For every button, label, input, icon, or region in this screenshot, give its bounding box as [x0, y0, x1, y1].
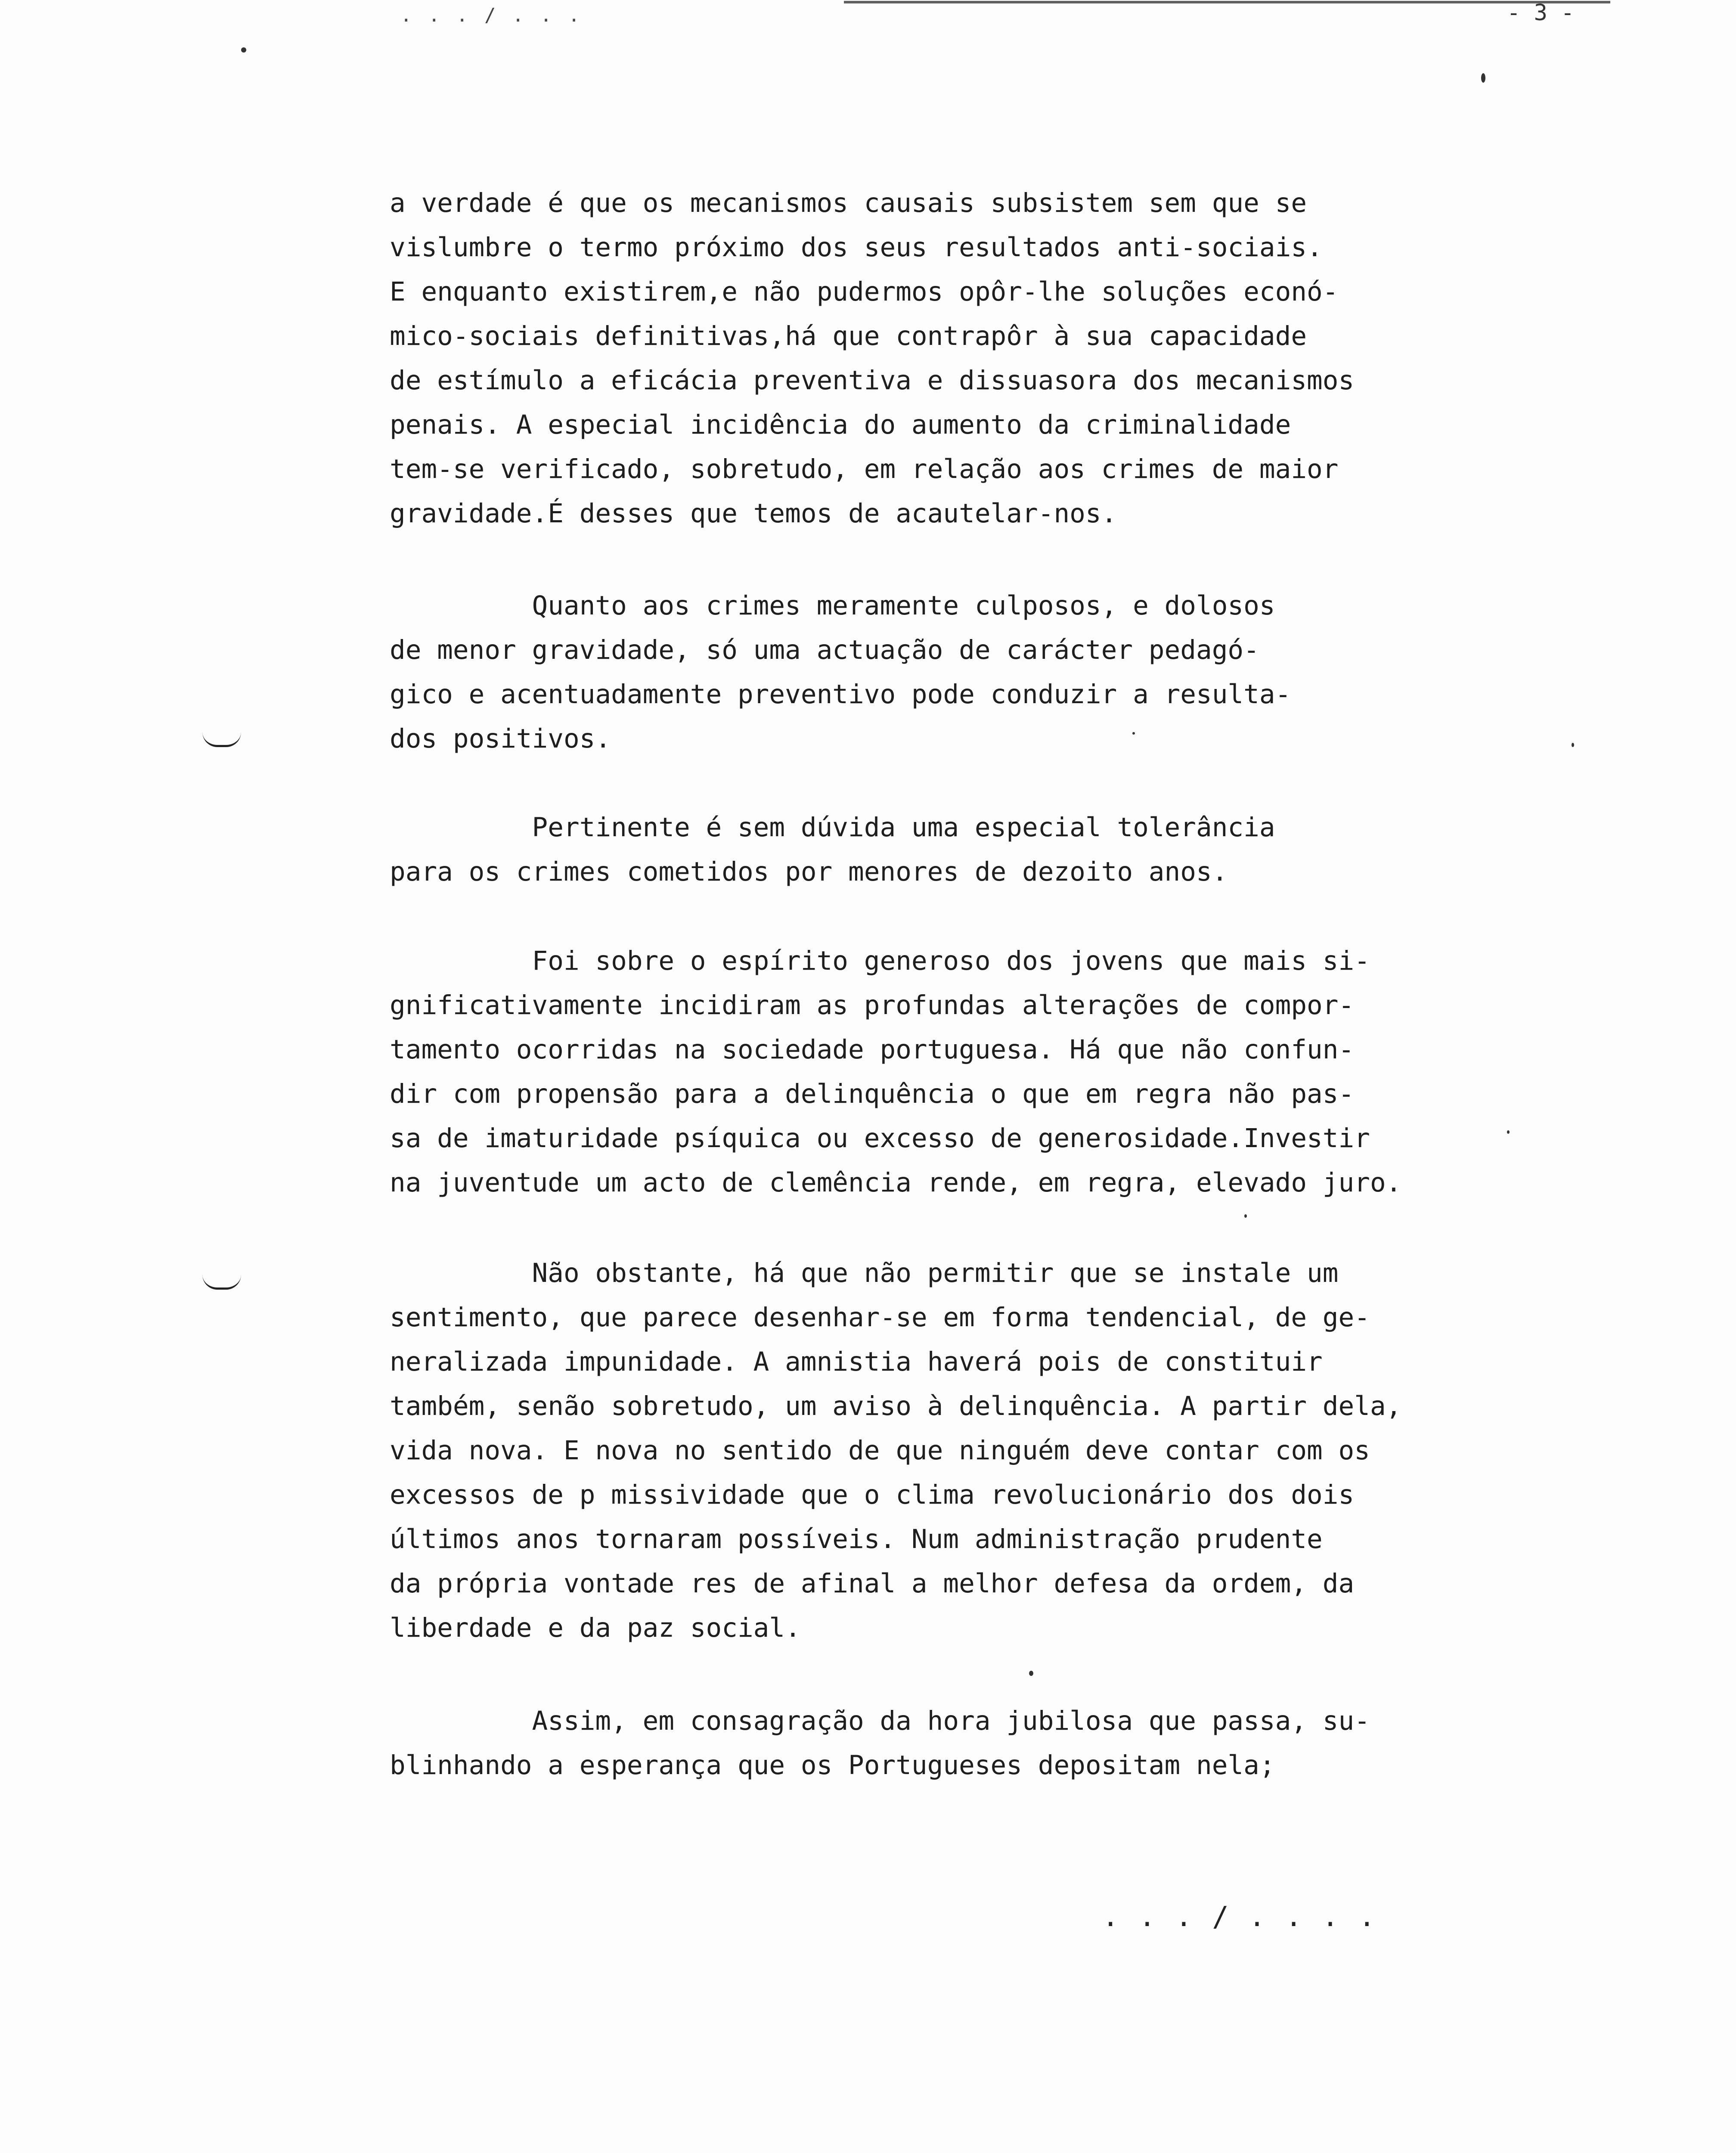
scan-speck	[241, 47, 246, 53]
text-line: Foi sobre o espírito generoso dos jovens que mais si-	[390, 946, 1370, 976]
text-line: Quanto aos crimes meramente culposos, e dolosos	[390, 590, 1275, 621]
text-line: na juventude um acto de clemência rende, em regra, elevado juro.	[390, 1167, 1402, 1198]
scan-speck	[1132, 732, 1135, 735]
text-line: Não obstante, há que não permitir que se instale um	[390, 1258, 1339, 1288]
text-line: vida nova. E nova no sentido de que ninguém deve contar com os	[390, 1435, 1370, 1466]
text-line: últimos anos tornaram possíveis. Num administração prudente	[390, 1524, 1323, 1554]
paragraph-6	[390, 1699, 1552, 1787]
text-line: gravidade.É desses que temos de acautelar-nos.	[390, 498, 1117, 529]
text-line: vislumbre o termo próximo dos seus resultados anti-sociais.	[390, 232, 1323, 263]
text-line: sa de imaturidade psíquica ou excesso de generosidade.Investir	[390, 1123, 1370, 1154]
text-line: dir com propensão para a delinquência o que em regra não pas-	[390, 1079, 1355, 1109]
text-line: blinhando a esperança que os Portugueses depositam nela;	[390, 1750, 1275, 1781]
text-line: excessos de p missividade que o clima revolucionário dos dois	[390, 1480, 1355, 1510]
paragraph-5	[390, 1251, 1552, 1650]
text-line: para os crimes cometidos por menores de dezoito anos.	[390, 856, 1228, 887]
text-line: E enquanto existirem,e não pudermos opôr-lhe soluções econó-	[390, 276, 1339, 307]
text-line: a verdade é que os mecanismos causais subsistem sem que se	[390, 188, 1307, 218]
text-line: tem-se verificado, sobretudo, em relação aos crimes de maior	[390, 454, 1339, 484]
text-line: dos positivos.	[390, 723, 611, 754]
text-line: de menor gravidade, só uma actuação de carácter pedagó-	[390, 635, 1259, 665]
punch-hole-mark	[202, 732, 241, 747]
text-line: neralizada impunidade. A amnistia haverá pois de constituir	[390, 1346, 1323, 1377]
scan-speck	[1244, 1214, 1247, 1218]
top-rule-line	[844, 1, 1610, 3]
scan-speck	[1029, 1671, 1033, 1676]
text-line: Assim, em consagração da hora jubilosa que passa, su-	[390, 1706, 1370, 1736]
page-number: - 3 -	[1507, 0, 1575, 26]
scan-speck	[1507, 1130, 1510, 1134]
text-line: da própria vontade res de afinal a melhor defesa da ordem, da	[390, 1568, 1355, 1599]
paragraph-1	[390, 181, 1552, 536]
continuation-mark: . . . / . . . .	[1102, 1901, 1377, 1933]
punch-hole-mark	[202, 1275, 241, 1290]
text-line: liberdade e da paz social.	[390, 1613, 801, 1643]
text-line: penais. A especial incidência do aumento da criminalidade	[390, 410, 1291, 440]
text-line: Pertinente é sem dúvida uma especial tolerância	[390, 812, 1275, 843]
text-line: de estímulo a eficácia preventiva e dissuasora dos mecanismos	[390, 365, 1355, 396]
paragraph-4	[390, 939, 1552, 1205]
paragraph-2	[390, 583, 1552, 761]
paragraph-3	[390, 805, 1552, 894]
text-line: gico e acentuadamente preventivo pode conduzir a resulta-	[390, 679, 1291, 710]
scan-speck	[1481, 73, 1485, 83]
text-line: sentimento, que parece desenhar-se em forma tendencial, de ge-	[390, 1302, 1370, 1333]
text-line: também, senão sobretudo, um aviso à delinquência. A partir dela,	[390, 1391, 1402, 1421]
header-continuation-mark: . . . / . . .	[400, 4, 583, 26]
scan-speck	[1572, 743, 1574, 747]
text-line: mico-sociais definitivas,há que contrapôr à sua capacidade	[390, 321, 1307, 351]
text-line: gnificativamente incidiram as profundas alterações de compor-	[390, 990, 1355, 1021]
text-line: tamento ocorridas na sociedade portuguesa. Há que não confun-	[390, 1034, 1355, 1065]
